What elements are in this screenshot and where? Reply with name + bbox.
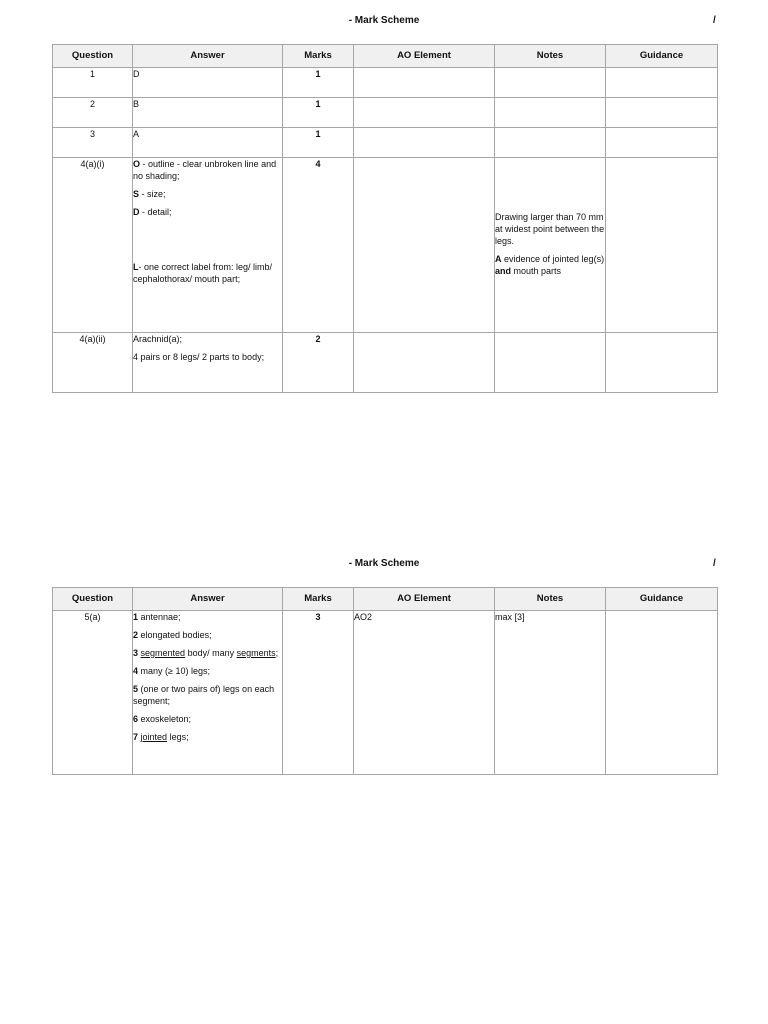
answer-point: 4 pairs or 8 legs/ 2 parts to body; xyxy=(133,352,265,362)
table-header-row xyxy=(53,45,718,68)
point-key: L xyxy=(133,262,139,272)
point-key: D xyxy=(133,207,140,217)
point-text: - outline - clear unbroken line and no shading; xyxy=(133,159,277,181)
point-text: many (≥ 10) legs; xyxy=(138,666,210,676)
marks-cell: 2 xyxy=(283,333,354,393)
header-slash: / xyxy=(713,558,716,569)
point-number: 4 xyxy=(133,666,139,676)
table-header-row xyxy=(53,588,718,611)
table-row xyxy=(53,611,718,775)
table-row xyxy=(53,128,718,158)
col-header-ao-element: AO Element xyxy=(354,45,495,68)
guidance-cell xyxy=(606,333,718,393)
col-header-guidance: Guidance xyxy=(606,588,718,611)
col-header-marks: Marks xyxy=(283,588,354,611)
table-row xyxy=(53,68,718,98)
notes-cell xyxy=(495,333,606,393)
marks-cell: 3 xyxy=(283,611,354,775)
answer-cell xyxy=(133,158,283,333)
answer-cell: B xyxy=(133,98,283,128)
answer-point: Arachnid(a); xyxy=(133,334,183,344)
note-evidence xyxy=(495,253,605,277)
answer-cell: D xyxy=(133,68,283,98)
point-text: - size; xyxy=(139,189,166,199)
note-and: and xyxy=(495,266,512,276)
guidance-cell xyxy=(606,68,718,98)
header-title: - Mark Scheme xyxy=(348,558,420,569)
note-text: mouth parts xyxy=(511,266,562,276)
question-cell: 4(a)(ii) xyxy=(53,333,133,393)
point-number: 7 xyxy=(133,732,139,742)
guidance-cell xyxy=(606,128,718,158)
answer-point xyxy=(133,647,282,659)
point-underlined: segments xyxy=(236,648,276,658)
answer-point xyxy=(133,629,282,641)
point-text: elongated bodies; xyxy=(138,630,212,640)
ao-cell xyxy=(354,333,495,393)
answer-point-label xyxy=(133,261,282,285)
ao-cell xyxy=(354,128,495,158)
point-underlined: jointed xyxy=(140,732,168,742)
question-cell: 5(a) xyxy=(53,611,133,775)
guidance-cell xyxy=(606,98,718,128)
col-header-notes: Notes xyxy=(495,45,606,68)
point-number: 2 xyxy=(133,630,139,640)
question-cell: 2 xyxy=(53,98,133,128)
point-underlined: segmented xyxy=(140,648,186,658)
ao-cell xyxy=(354,68,495,98)
ao-cell xyxy=(354,98,495,128)
note-text: evidence of jointed leg(s) xyxy=(501,254,605,264)
marks-cell: 1 xyxy=(283,98,354,128)
answer-point xyxy=(133,683,282,707)
question-cell: 1 xyxy=(53,68,133,98)
notes-cell xyxy=(495,158,606,333)
guidance-cell xyxy=(606,611,718,775)
answer-point xyxy=(133,713,282,725)
note-key: A xyxy=(495,254,502,264)
marks-cell: 1 xyxy=(283,128,354,158)
point-key: S xyxy=(133,189,140,199)
table-row xyxy=(53,98,718,128)
col-header-notes: Notes xyxy=(495,588,606,611)
point-number: 1 xyxy=(133,612,139,622)
point-key: O xyxy=(133,159,141,169)
marks-cell: 1 xyxy=(283,68,354,98)
point-text: antennae; xyxy=(138,612,181,622)
point-text: - detail; xyxy=(139,207,172,217)
col-header-question: Question xyxy=(53,45,133,68)
answer-point xyxy=(133,611,282,623)
point-text: exoskeleton; xyxy=(138,714,192,724)
answer-point xyxy=(133,731,282,743)
point-text: (one or two pairs of) legs on each segment; xyxy=(133,684,275,706)
mark-scheme-table-1 xyxy=(52,44,718,393)
answer-point-size xyxy=(133,188,282,200)
point-text: ; xyxy=(275,648,279,658)
answer-point-outline xyxy=(133,158,282,182)
header-title: - Mark Scheme xyxy=(348,15,420,26)
table-row xyxy=(53,158,718,333)
point-number: 3 xyxy=(133,648,139,658)
ao-cell: AO2 xyxy=(354,611,495,775)
ao-cell xyxy=(354,158,495,333)
point-text: body/ many xyxy=(185,648,237,658)
table-row xyxy=(53,333,718,393)
answer-cell xyxy=(133,333,283,393)
answer-point xyxy=(133,665,282,677)
col-header-answer: Answer xyxy=(133,588,283,611)
page-header xyxy=(0,558,768,572)
col-header-ao-element: AO Element xyxy=(354,588,495,611)
point-text: legs; xyxy=(167,732,189,742)
point-number: 5 xyxy=(133,684,139,694)
notes-cell xyxy=(495,68,606,98)
mark-scheme-table-2 xyxy=(52,587,718,775)
notes-cell xyxy=(495,98,606,128)
question-cell: 4(a)(i) xyxy=(53,158,133,333)
notes-cell: max [3] xyxy=(495,611,606,775)
guidance-cell xyxy=(606,158,718,333)
answer-cell xyxy=(133,611,283,775)
notes-cell xyxy=(495,128,606,158)
col-header-answer: Answer xyxy=(133,45,283,68)
col-header-guidance: Guidance xyxy=(606,45,718,68)
question-cell: 3 xyxy=(53,128,133,158)
page-header xyxy=(0,15,768,29)
col-header-question: Question xyxy=(53,588,133,611)
answer-point-detail xyxy=(133,206,282,218)
point-number: 6 xyxy=(133,714,139,724)
answer-cell: A xyxy=(133,128,283,158)
note-drawing-size: Drawing larger than 70 mm at widest point between the legs. xyxy=(495,212,605,246)
col-header-marks: Marks xyxy=(283,45,354,68)
header-slash: / xyxy=(713,15,716,26)
point-text: - one correct label from: leg/ limb/ cephalothorax/ mouth part; xyxy=(133,262,273,284)
marks-cell: 4 xyxy=(283,158,354,333)
